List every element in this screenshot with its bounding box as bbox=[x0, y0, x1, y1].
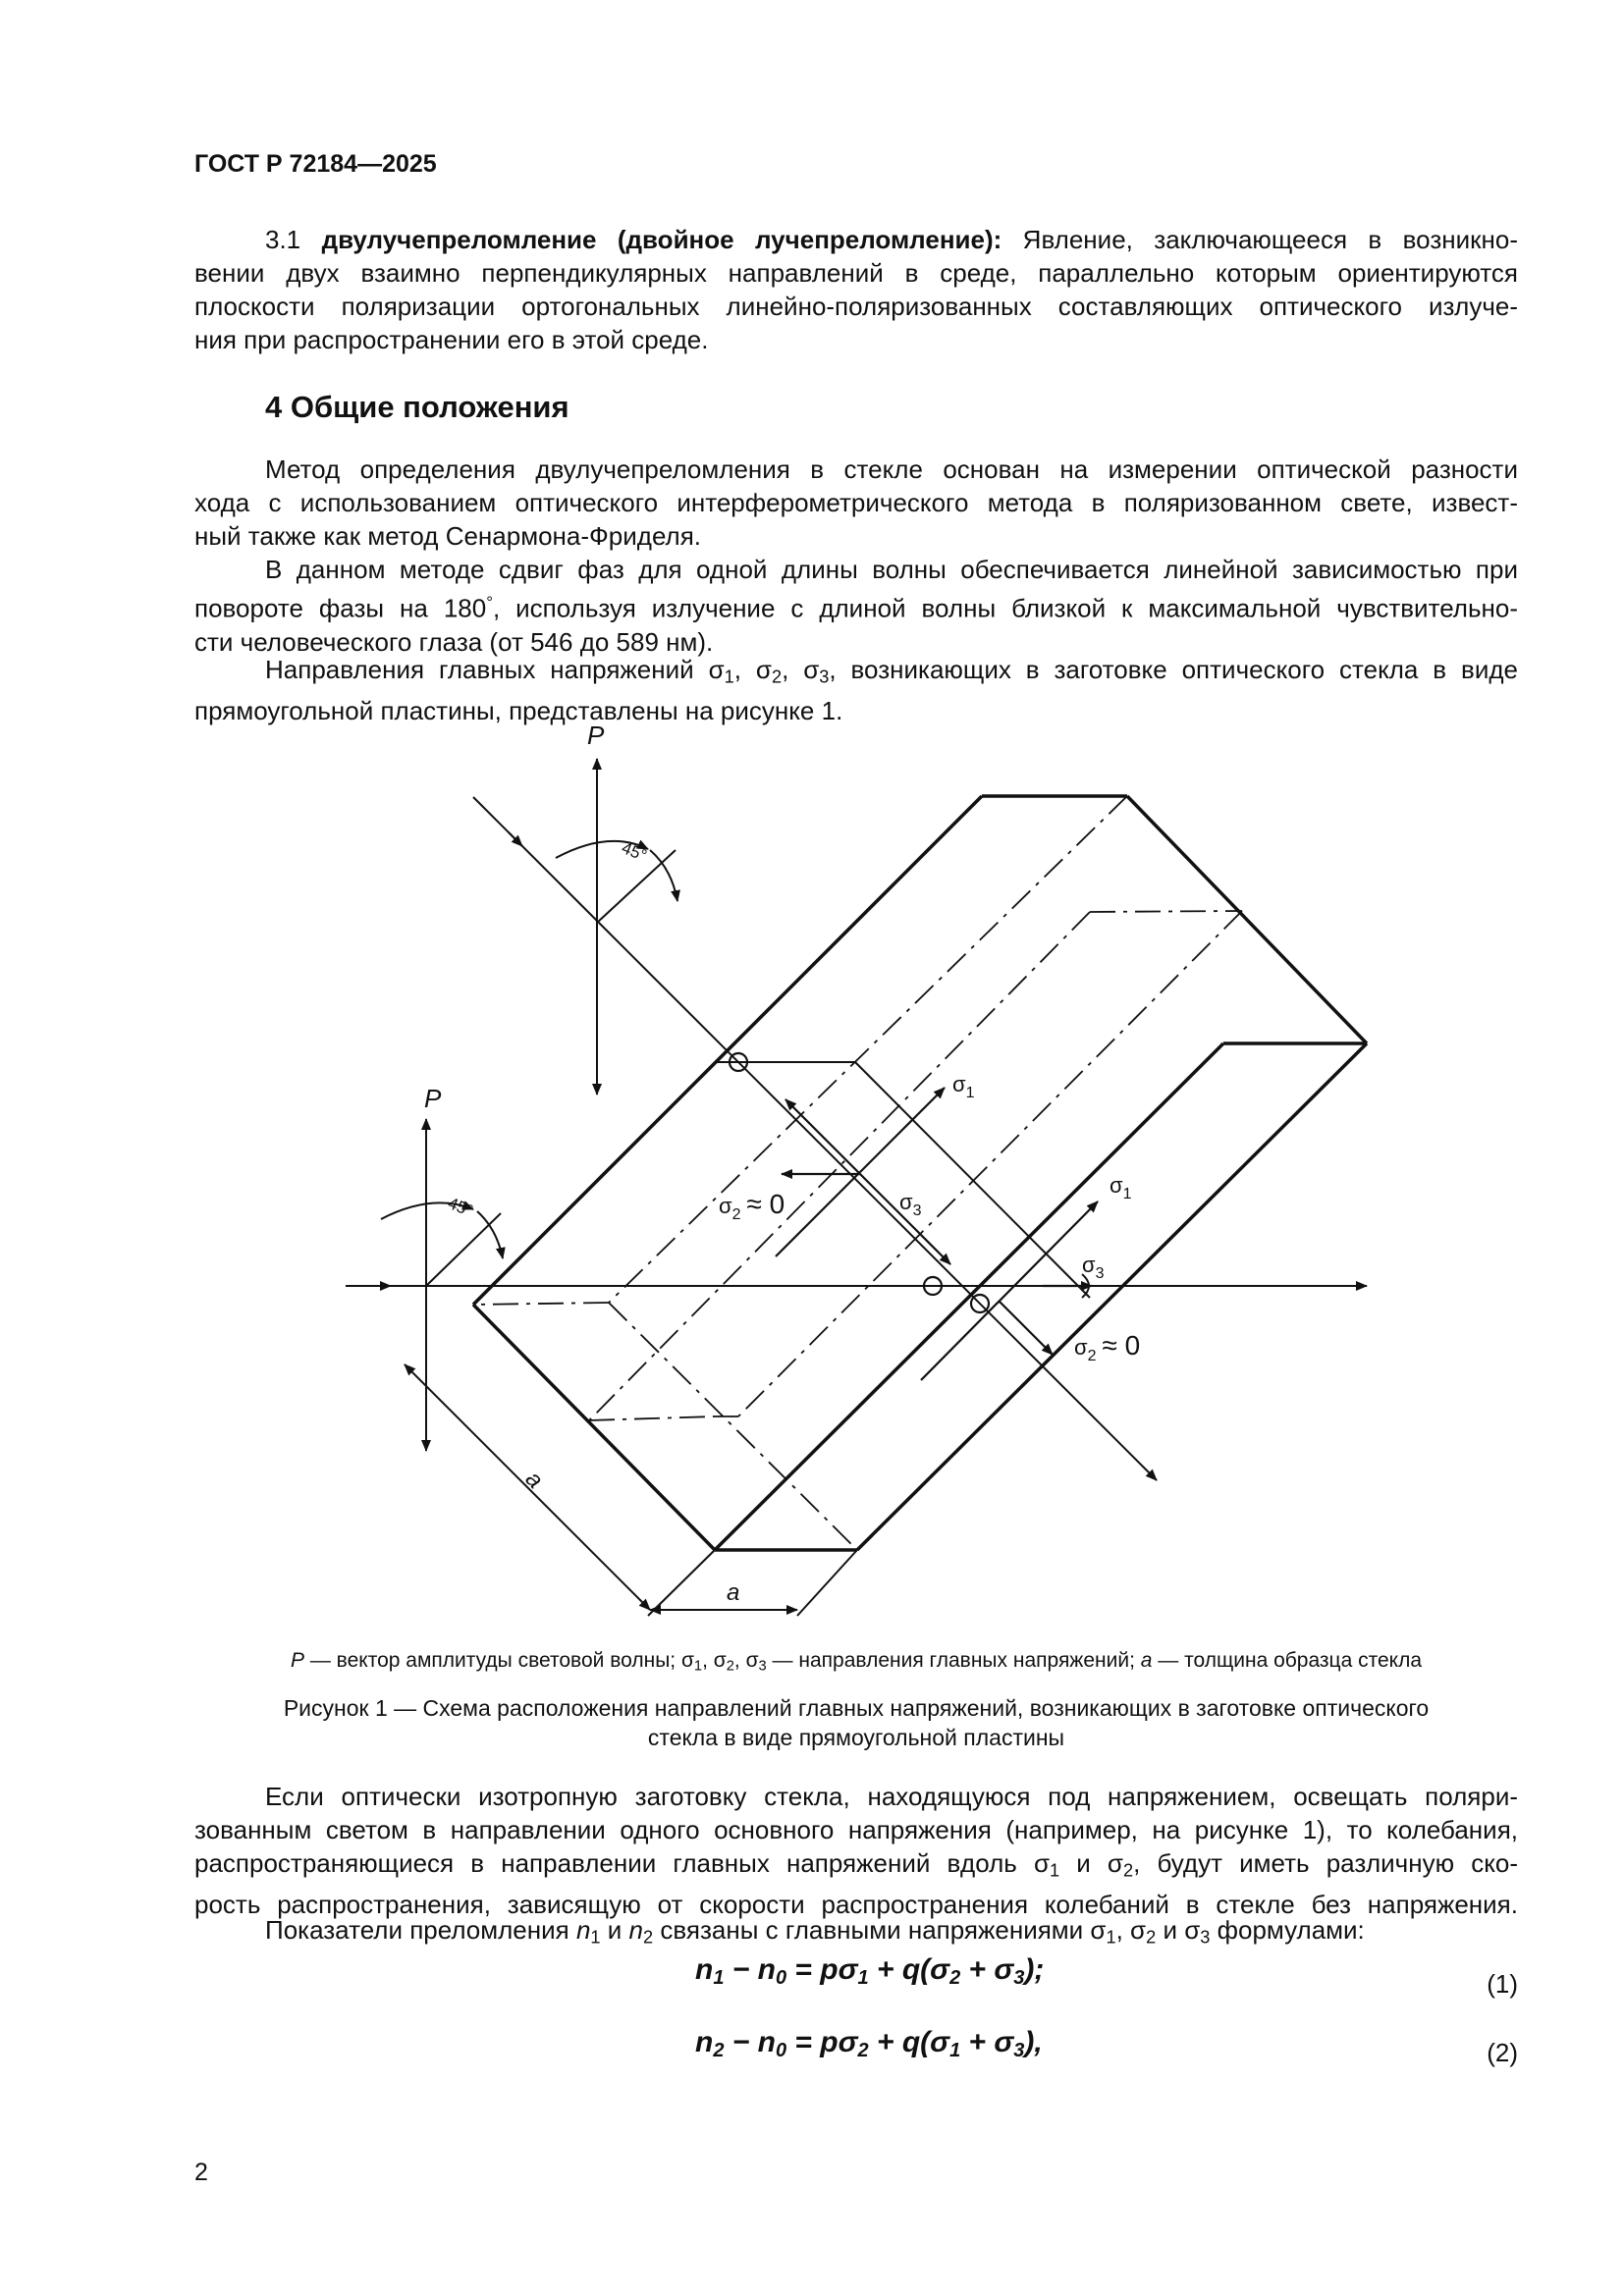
definition-line-1: 3.1 двулучепреломление (двойное лучепреломление): Явление, заключающееся в возникно- bbox=[265, 225, 1518, 254]
dimension-a bbox=[405, 1305, 857, 1616]
label-angle-upper: 45° bbox=[619, 838, 650, 866]
p4-line-1: Если оптически изотропную заготовку стекла, находящуюся под напряжением, освещать поляри- bbox=[265, 1782, 1518, 1811]
stress-arrows-right bbox=[921, 1201, 1098, 1380]
paragraph-5 bbox=[194, 1913, 1518, 1954]
formula-2: $n_2 - n_0 = p\sigma_2 + q(\sigma_1 + \sigma_3)$, bbox=[695, 2026, 1043, 2061]
p3-line-1: Направления главных напряжений $\sigma_1$, $\sigma_2$, $\sigma_3$, возникающих в заготовке оптического стекла в виде bbox=[265, 655, 1518, 687]
label-angle-lower: 45° bbox=[445, 1194, 476, 1221]
label-p-lower: P bbox=[424, 1084, 442, 1113]
p4-line-3: распространяющиеся в направлении главных напряжений вдоль $\sigma_1$ и $\sigma_2$, будут иметь различную ско- bbox=[194, 1848, 1518, 1881]
slab-thin-edges bbox=[716, 796, 1090, 1298]
label-a-horizontal: a bbox=[727, 1579, 740, 1606]
label-a-diagonal: a bbox=[519, 1466, 549, 1494]
figure-legend: P — вектор амплитуды световой волны; $\sigma_1$, $\sigma_2$, $\sigma_3$ — направления главных напряжений; a — толщина образца стекла bbox=[290, 1649, 1423, 1675]
p1-line-3: ный также как метод Сенармона-Фриделя. bbox=[194, 521, 702, 551]
definition-line-4: ния при распространении его в этой среде. bbox=[194, 325, 709, 354]
p3-line-2: прямоугольной пластины, представлены на рисунке 1. bbox=[194, 695, 843, 725]
label-sigma2-upper: $\sigma_2 \approx 0$ bbox=[719, 1189, 785, 1223]
formula-2-number: (2) bbox=[1487, 2038, 1518, 2067]
p4-line-4: рость распространения, зависящую от скорости распространения колебаний в стекле без напряжения. bbox=[194, 1889, 1518, 1919]
label-sigma3-right: $\sigma_3$ bbox=[1082, 1253, 1105, 1282]
figure-labels bbox=[424, 721, 1140, 1606]
slab-outline bbox=[473, 796, 1367, 1550]
label-sigma1-right: $\sigma_1$ bbox=[1110, 1173, 1132, 1202]
p1-line-1: Метод определения двулучепреломления в стекле основан на измерении оптической разности bbox=[265, 454, 1518, 484]
figure-caption-line-1: Рисунок 1 — Схема расположения направлений главных напряжений, возникающих в заготовке оптического bbox=[283, 1695, 1430, 1721]
page-number: 2 bbox=[194, 2159, 208, 2186]
figure-caption-line-2: стекла в виде прямоугольной пластины bbox=[647, 1725, 1065, 1750]
p4-line-2: зованным светом в направлении одного основного напряжения (например, на рисунке 1), то колебания, bbox=[194, 1815, 1518, 1844]
paragraph-4 bbox=[194, 1780, 1518, 1921]
formula-1-number: (1) bbox=[1487, 1969, 1518, 1999]
definition-line-2: вении двух взаимно перпендикулярных направлений в среде, параллельно которым ориентируются bbox=[194, 258, 1518, 288]
label-p-upper: P bbox=[587, 721, 605, 750]
definition-line-3: плоскости поляризации ортогональных линейно-поляризованных составляющих оптического излуче- bbox=[194, 292, 1518, 321]
p2-line-3: сти человеческого глаза (от 546 до 589 нм). bbox=[194, 626, 714, 657]
label-sigma1-upper: $\sigma_1$ bbox=[952, 1072, 975, 1101]
p5-line-1: Показатели преломления $n_1$ и $n_2$ связаны с главными напряжениями $\sigma_1$, $\sigma_2$ и $\sigma_3$ формулами: bbox=[265, 1915, 1365, 1948]
label-sigma3-upper: $\sigma_3$ bbox=[899, 1190, 922, 1219]
section-title: 4 Общие положения bbox=[265, 390, 569, 424]
p2-line-1: В данном методе сдвиг фаз для одной длины волны обеспечивается линейной зависимостью при bbox=[265, 555, 1518, 584]
p2-line-2: повороте фазы на 180°, используя излучение с длиной волны близкой к максимальной чувствительно- bbox=[194, 593, 1518, 623]
formula-1: $n_1 - n_0 = p\sigma_1 + q(\sigma_2 + \sigma_3)$; bbox=[695, 1953, 1045, 1989]
document-header: ГОСТ Р 72184—2025 bbox=[194, 150, 437, 178]
p1-line-2: хода с использованием оптического интерферометрического метода в поляризованном свете, извест- bbox=[194, 488, 1518, 517]
label-sigma2-right: $\sigma_2 \approx 0$ bbox=[1074, 1330, 1141, 1364]
